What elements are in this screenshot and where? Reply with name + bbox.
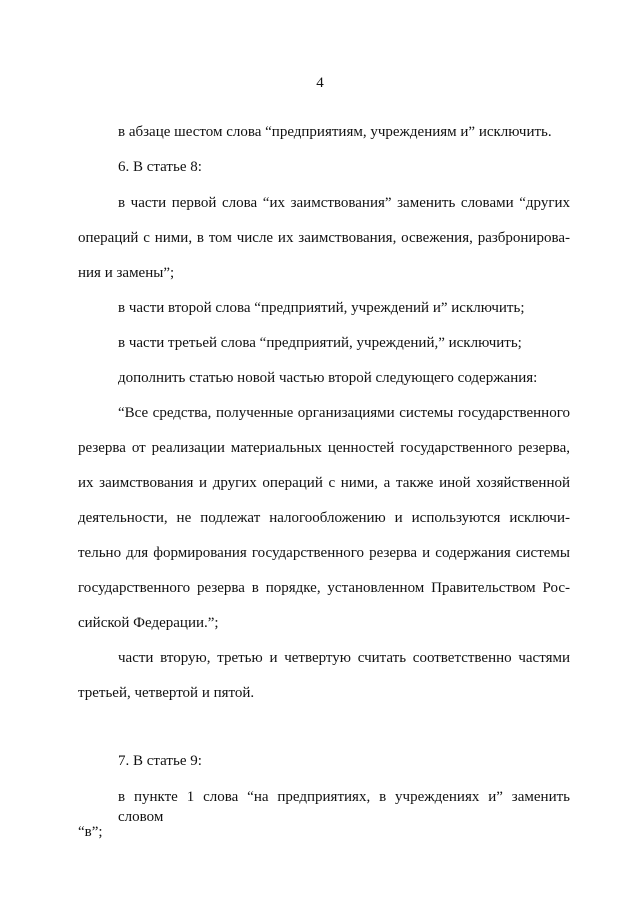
text-line: сийской Федерации.”; (78, 615, 219, 631)
text-line: операций с ними, в том числе их заимствования, освежения, разбронирова- (78, 230, 570, 246)
text-line: дополнить статью новой частью второй следующего содержания: (118, 370, 538, 386)
text-line: 6. В статье 8: (118, 159, 202, 175)
text-line: ния и замены”; (78, 265, 175, 281)
text-line: в части третьей слова “предприятий, учреждений,” исключить; (118, 335, 522, 351)
text-line: в части первой слова “их заимствования” заменить словами “других (118, 195, 570, 211)
text-line: резерва от реализации материальных ценностей государственного резерва, (78, 440, 570, 456)
text-line: “в”; (78, 824, 103, 840)
text-line: деятельности, не подлежат налогообложению и используются исключи- (78, 510, 570, 526)
text-line: тельно для формирования государственного резерва и содержания системы (78, 545, 570, 561)
page-number: 4 (316, 75, 324, 91)
text-line: 7. В статье 9: (118, 753, 202, 769)
text-line: третьей, четвертой и пятой. (78, 685, 255, 701)
text-line: части вторую, третью и четвертую считать соответственно частями (118, 650, 570, 666)
text-line: в части второй слова “предприятий, учреждений и” исключить; (118, 300, 525, 316)
text-line: их заимствования и других операций с ними, а также иной хозяйственной (78, 475, 570, 491)
text-line: в абзаце шестом слова “предприятиям, учреждениям и” исключить. (118, 124, 552, 140)
text-line: в пункте 1 слова “на предприятиях, в учреждениях и” заменить словом (118, 789, 570, 825)
text-line: государственного резерва в порядке, установленном Правительством Рос- (78, 580, 570, 596)
text-line: “Все средства, полученные организациями системы государственного (118, 405, 570, 421)
